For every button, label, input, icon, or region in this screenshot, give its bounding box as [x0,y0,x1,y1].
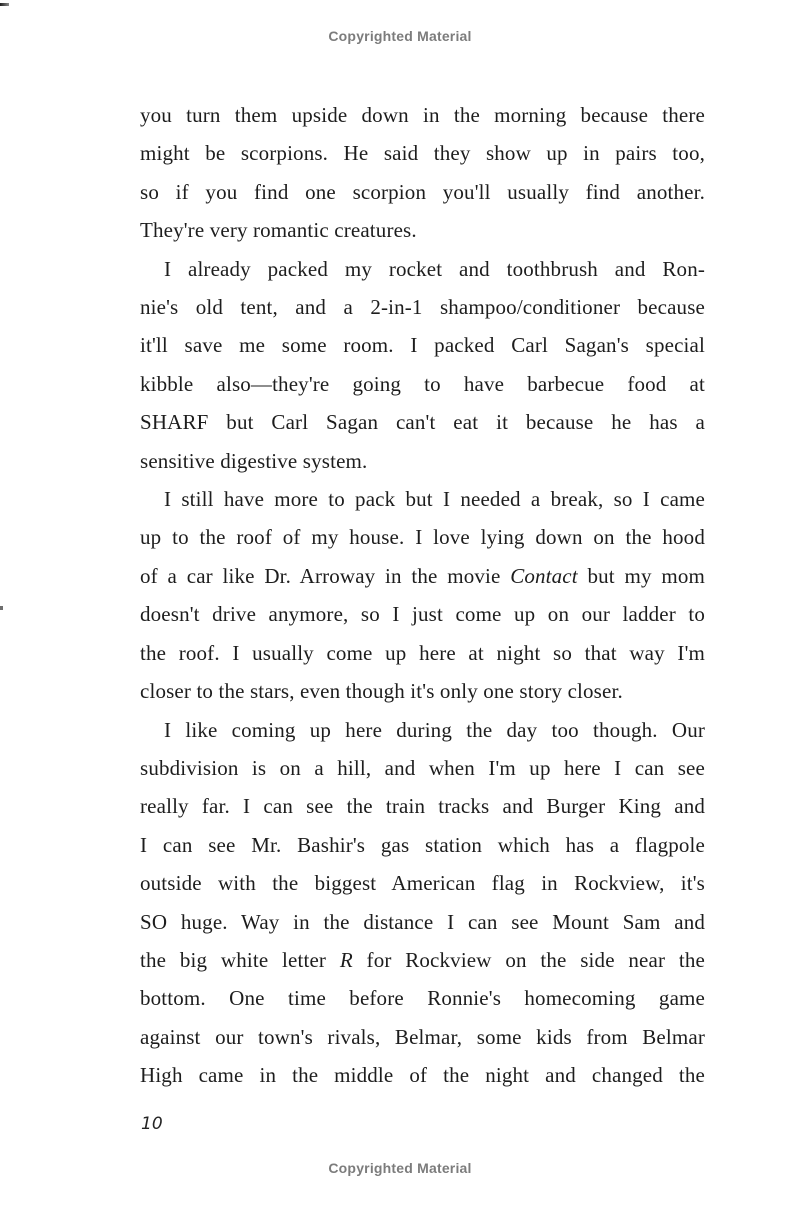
scan-artifact-top-left [0,3,9,6]
text-line: nie's old tent, and a 2-in-1 shampoo/conditioner because [140,295,705,320]
body-text [140,96,705,1095]
text-line: SO huge. Way in the distance I can see Mount Sam and [140,909,705,934]
text-line: doesn't drive anymore, so I just come up on our ladder to [140,602,705,627]
text-line: the big white letter R for Rockview on the side near the [140,947,705,972]
text-line: really far. I can see the train tracks and Burger King and [140,794,705,819]
text-line: outside with the biggest American flag in Rockview, it's [140,871,705,896]
text-line: you turn them upside down in the morning because there [140,103,705,127]
text-line: of a car like Dr. Arroway in the movie Contact but my mom [140,563,705,588]
text-line: the roof. I usually come up here at night so that way I'm [140,640,705,665]
paragraph [140,250,705,480]
paragraph [140,96,705,250]
scan-artifact-left-edge [0,606,3,610]
text-line: up to the roof of my house. I love lying down on the hood [140,525,705,550]
text-line: High came in the middle of the night and changed the [140,1063,705,1088]
text-line: closer to the stars, even though it's only one story closer. [140,679,623,704]
text-line: it'll save me some room. I packed Carl Sagan's special [140,333,705,358]
copyright-notice-top: Copyrighted Material [328,28,472,44]
text-line: sensitive digestive system. [140,448,368,473]
paragraph [140,480,705,710]
text-line: I can see Mr. Bashir's gas station which has a flagpole [140,832,705,857]
text-line: against our town's rivals, Belmar, some kids from Belmar [140,1024,705,1049]
text-line: I still have more to pack but I needed a break, so I came [164,487,705,512]
text-line: might be scorpions. He said they show up in pairs too, [140,141,705,166]
text-line: subdivision is on a hill, and when I'm up here I can see [140,755,705,780]
text-line: kibble also—they're going to have barbecue food at [140,371,705,396]
paragraph [140,711,705,1095]
page-number: 10 [141,1114,163,1134]
text-line: I like coming up here during the day too though. Our [164,717,705,742]
copyright-notice-bottom: Copyrighted Material [328,1160,472,1176]
text-line: I already packed my rocket and toothbrush and Ron- [164,256,705,281]
text-line: They're very romantic creatures. [140,218,417,243]
text-line: SHARF but Carl Sagan can't eat it because he has a [140,410,705,435]
text-line: so if you find one scorpion you'll usually find another. [140,179,705,204]
text-line: bottom. One time before Ronnie's homecoming game [140,986,705,1011]
